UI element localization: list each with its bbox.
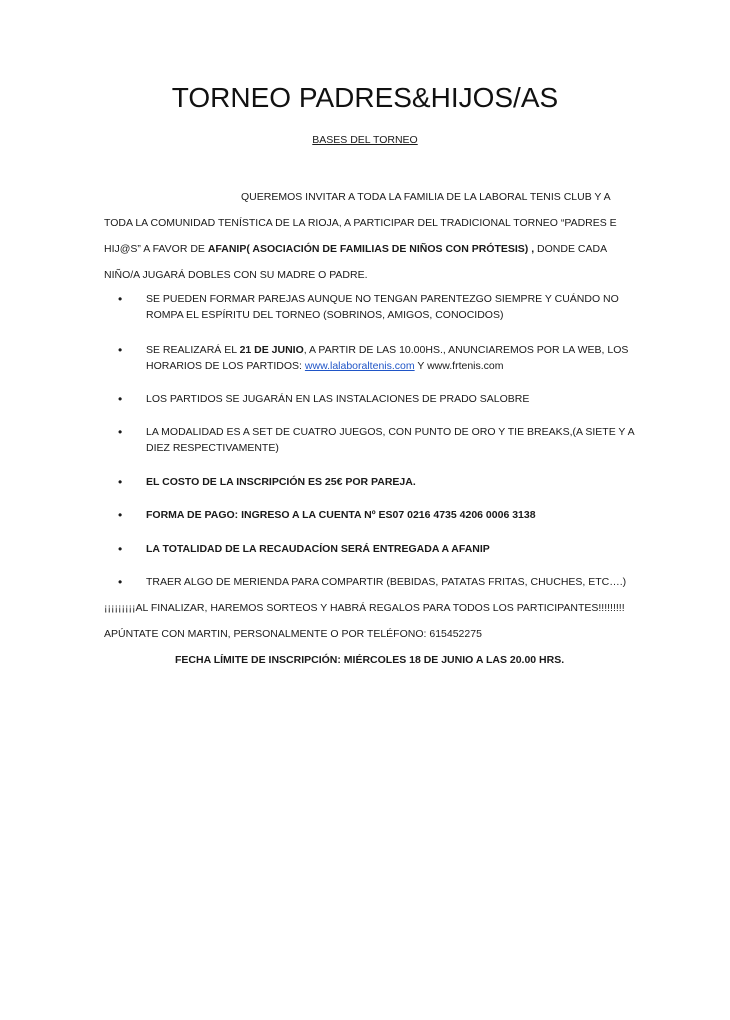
list-item-line: SE PUEDEN FORMAR PAREJAS AUNQUE NO TENGAN PARENTEZGO SIEMPRE Y CUÁNDO NO — [146, 293, 619, 305]
raffle-announcement: ¡¡¡¡¡¡¡¡¡AL FINALIZAR, HAREMOS SORTEOS Y HABRÁ REGALOS PARA TODOS LOS PARTICIPANTES!!!!!!!!! — [104, 602, 625, 614]
bullet-icon: • — [118, 475, 123, 489]
list-item-line: TRAER ALGO DE MERIENDA PARA COMPARTIR (BEBIDAS, PATATAS FRITAS, CHUCHES, ETC….) — [146, 576, 627, 588]
intro-line-3 — [104, 236, 636, 262]
list-item-line — [146, 358, 628, 374]
donation-note: LA TOTALIDAD DE LA RECAUDACÍON SERÁ ENTREGADA A AFANIP — [146, 543, 490, 555]
date-suffix: , A PARTIR DE LAS 10.00HS., ANUNCIAREMOS POR LA WEB, LOS — [303, 344, 629, 356]
contact-info: APÚNTATE CON MARTIN, PERSONALMENTE O POR TELÉFONO: 615452275 — [104, 628, 482, 640]
list-item — [104, 424, 635, 456]
club-website-link[interactable]: www.lalaboraltenis.com — [304, 360, 415, 372]
schedule-suffix: Y www.frtenis.com — [414, 360, 504, 372]
intro-line-1: QUEREMOS INVITAR A TODA LA FAMILIA DE LA LABORAL TENIS CLUB Y A — [241, 191, 611, 203]
schedule-prefix: HORARIOS DE LOS PARTIDOS: — [146, 360, 305, 372]
bullet-icon: • — [118, 508, 123, 522]
list-item — [104, 541, 490, 557]
bullet-icon: • — [118, 575, 123, 589]
payment-method: FORMA DE PAGO: INGRESO A LA CUENTA Nº ES07 0216 4735 4206 0006 3138 — [146, 509, 536, 521]
document-title: TORNEO PADRES&HIJOS/AS — [171, 82, 559, 113]
intro-line-3-text: HIJ@S” A FAVOR DE — [104, 243, 208, 255]
document-subtitle: BASES DEL TORNEO — [312, 134, 418, 146]
afanip-name: AFANIP( ASOCIACIÓN DE FAMILIAS DE NIÑOS CON PRÓTESIS) , — [207, 243, 535, 255]
bullet-icon: • — [118, 425, 123, 439]
list-item — [104, 391, 529, 407]
intro-line-4: NIÑO/A JUGARÁ DOBLES CON SU MADRE O PADRE. — [104, 269, 368, 281]
list-item-line: LOS PARTIDOS SE JUGARÁN EN LAS INSTALACIONES DE PRADO SALOBRE — [146, 393, 530, 405]
bullet-icon: • — [118, 343, 123, 357]
registration-deadline: FECHA LÍMITE DE INSCRIPCIÓN: MIÉRCOLES 18 DE JUNIO A LAS 20.00 HRS. — [175, 654, 565, 666]
bullet-icon: • — [118, 392, 123, 406]
intro-paragraph — [104, 184, 636, 288]
tournament-date: 21 DE JUNIO — [239, 344, 304, 356]
list-item — [104, 507, 536, 523]
intro-line-2: TODA LA COMUNIDAD TENÍSTICA DE LA RIOJA, A PARTICIPAR DEL TRADICIONAL TORNEO “PADRES E — [104, 217, 617, 229]
registration-cost: EL COSTO DE LA INSCRIPCIÓN ES 25€ POR PAREJA. — [146, 476, 416, 488]
list-item — [104, 574, 626, 590]
intro-line-3-tail: DONDE CADA — [534, 243, 608, 255]
list-item — [104, 291, 619, 323]
list-item-line: LA MODALIDAD ES A SET DE CUATRO JUEGOS, CON PUNTO DE ORO Y TIE BREAKS,(A SIETE Y A — [146, 426, 635, 438]
date-prefix: SE REALIZARÁ EL — [146, 344, 240, 356]
bullet-icon: • — [118, 292, 123, 306]
bullet-icon: • — [118, 542, 123, 556]
list-item — [104, 474, 416, 490]
list-item — [104, 342, 628, 374]
list-item-line: DIEZ RESPECTIVAMENTE) — [146, 442, 279, 454]
list-item-line: ROMPA EL ESPÍRITU DEL TORNEO (SOBRINOS, AMIGOS, CONOCIDOS) — [146, 309, 504, 321]
list-item-line — [146, 342, 628, 358]
